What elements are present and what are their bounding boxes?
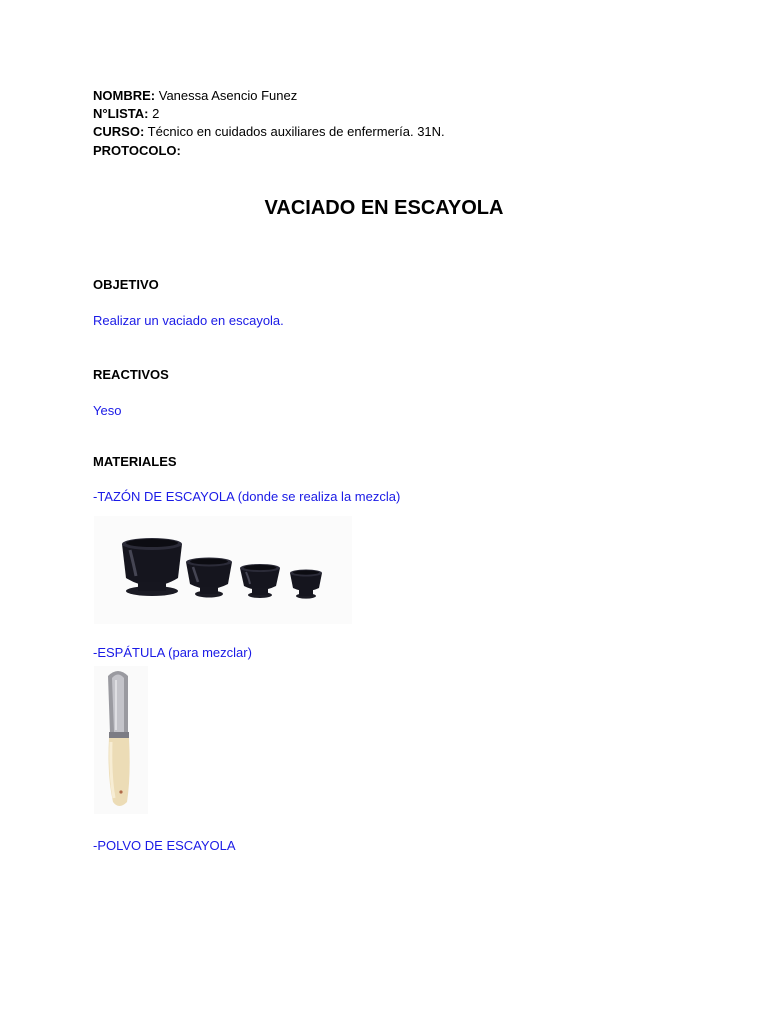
curso-line bbox=[93, 124, 445, 140]
medium-bowl bbox=[186, 558, 232, 598]
reactivos-heading: REACTIVOS bbox=[93, 367, 169, 382]
nombre-value: Vanessa Asencio Funez bbox=[158, 88, 298, 103]
materiales-heading: MATERIALES bbox=[93, 454, 177, 469]
small-bowl bbox=[240, 564, 280, 598]
large-bowl bbox=[122, 538, 182, 596]
reactivos-text: Yeso bbox=[93, 403, 122, 418]
nombre-label: NOMBRE: bbox=[93, 88, 156, 103]
page-title: VACIADO EN ESCAYOLA bbox=[264, 197, 504, 219]
protocolo-label: PROTOCOLO: bbox=[93, 143, 181, 158]
objetivo-heading: OBJETIVO bbox=[93, 277, 159, 292]
lista-line bbox=[93, 106, 159, 122]
lista-label: N°LISTA: bbox=[93, 106, 149, 121]
protocolo-line bbox=[93, 143, 181, 159]
spatula-image bbox=[94, 666, 148, 814]
material-item-polvo: -POLVO DE ESCAYOLA bbox=[93, 838, 236, 853]
curso-label: CURSO: bbox=[93, 124, 145, 139]
material-item-tazon: -TAZÓN DE ESCAYOLA (donde se realiza la mezcla) bbox=[93, 489, 401, 504]
material-item-espatula: -ESPÁTULA (para mezclar) bbox=[93, 645, 252, 660]
tiny-bowl bbox=[290, 570, 322, 599]
objetivo-text: Realizar un vaciado en escayola. bbox=[93, 313, 284, 328]
lista-value: 2 bbox=[152, 106, 160, 121]
nombre-line bbox=[93, 88, 297, 104]
bowls-image bbox=[94, 516, 352, 624]
curso-value: Técnico en cuidados auxiliares de enfermería. 31N. bbox=[147, 124, 445, 139]
